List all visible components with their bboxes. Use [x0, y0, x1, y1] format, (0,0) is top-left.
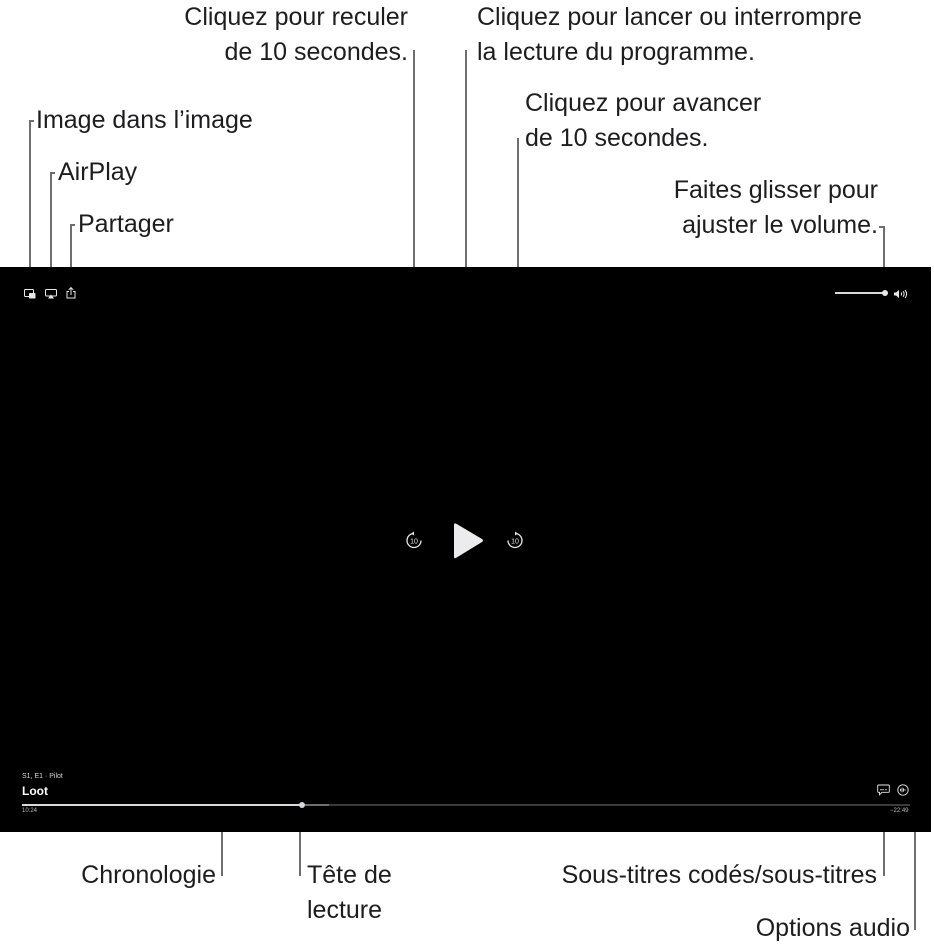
audio-options-button[interactable]: [897, 784, 909, 796]
callout-volume: [674, 173, 878, 243]
leader-pip-tick: [29, 120, 34, 122]
speaker-icon: [894, 290, 907, 298]
leader-share-tick: [70, 224, 75, 226]
callout-airplay-text: AirPlay: [58, 158, 138, 186]
callout-share: [78, 207, 174, 242]
callout-rewind-line2: de 10 secondes.: [224, 38, 408, 66]
callout-playhead-line1: Tête de: [307, 861, 392, 889]
skip-forward-seconds: 10: [511, 538, 519, 546]
skip-back-button[interactable]: [405, 531, 423, 550]
share-icon: [67, 288, 75, 298]
subtitles-button[interactable]: [877, 784, 890, 796]
callout-pip: [36, 103, 253, 138]
callout-subtitles: [562, 858, 877, 893]
leader-airplay-tick: [50, 172, 55, 174]
callout-playpause-line2: la lecture du programme.: [477, 38, 755, 66]
callout-forward: [525, 86, 761, 156]
callout-forward-line2: de 10 secondes.: [525, 124, 709, 152]
pip-button[interactable]: [24, 289, 36, 299]
callout-audio: [756, 911, 910, 946]
skip-forward-button[interactable]: [506, 531, 524, 550]
leader-pip: [29, 120, 31, 285]
callout-rewind: [184, 0, 408, 70]
airplay-icon: [46, 290, 57, 299]
episode-label: S1, E1 · Pilot: [22, 773, 63, 780]
callout-subtitles-text: Sous-titres codés/sous-titres: [561, 861, 877, 889]
audio-options-icon: [898, 785, 908, 795]
callout-audio-text: Options audio: [755, 914, 910, 942]
play-button[interactable]: [451, 522, 485, 560]
callout-airplay: [58, 155, 137, 190]
volume-knob[interactable]: [882, 290, 888, 296]
callout-volume-line1: Faites glisser pour: [673, 176, 878, 204]
timeline-buffer: [305, 804, 329, 806]
callout-pip-text: Image dans l’image: [36, 106, 253, 134]
callout-rewind-line1: Cliquez pour reculer: [184, 3, 408, 31]
callout-volume-line2: ajuster le volume.: [682, 211, 878, 239]
leader-volume-tick: [879, 226, 885, 228]
skip-back-seconds: 10: [410, 538, 418, 546]
volume-fill: [835, 292, 885, 294]
timeline-progress: [22, 804, 302, 806]
volume-slider[interactable]: [835, 289, 887, 297]
timeline[interactable]: [22, 801, 910, 809]
callout-playpause: [477, 0, 862, 70]
subtitles-icon: [878, 785, 890, 795]
share-button[interactable]: [66, 287, 76, 299]
callout-playhead: [307, 858, 392, 928]
callout-forward-line1: Cliquez pour avancer: [525, 89, 762, 117]
callout-playpause-line1: Cliquez pour lancer ou interrompre: [477, 3, 862, 31]
elapsed-time: 10:24: [22, 808, 38, 814]
callout-timeline-text: Chronologie: [81, 861, 216, 889]
pip-icon: [25, 290, 36, 299]
play-icon: [454, 523, 483, 558]
show-title: Loot: [22, 784, 48, 798]
playhead[interactable]: [299, 802, 305, 808]
airplay-button[interactable]: [45, 289, 57, 299]
callout-playhead-line2: lecture: [307, 896, 383, 924]
callout-share-text: Partager: [78, 210, 174, 238]
remaining-time: −22:49: [890, 808, 909, 814]
volume-button[interactable]: [893, 289, 909, 299]
callout-timeline: [81, 858, 216, 893]
